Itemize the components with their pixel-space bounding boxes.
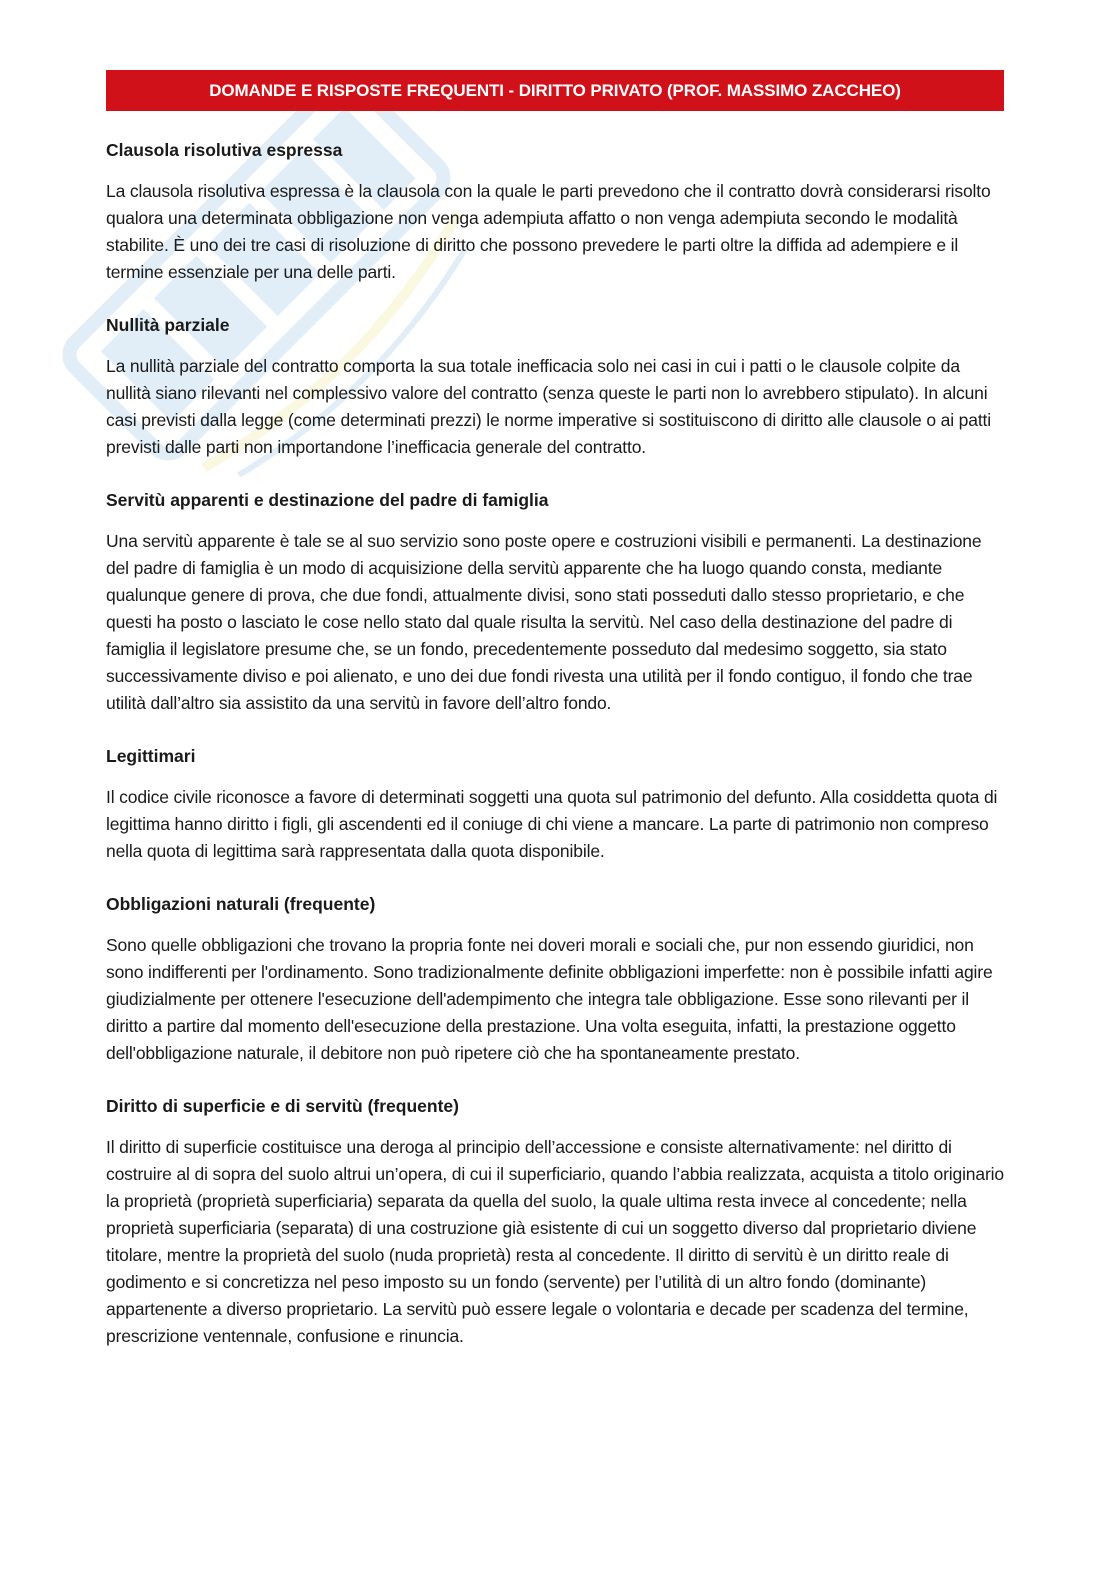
section-clausola-risolutiva	[106, 111, 1004, 286]
section-body: Il codice civile riconosce a favore di determinati soggetti una quota sul patrimonio del defunto. Alla cosiddetta quota di legittima hanno diritto i figli, gli ascendenti ed il coniuge di chi viene a mancare. La parte di patrimonio non compreso nella quota di legittima sarà rappresentata dalla quota disponibile.	[106, 787, 998, 861]
section-heading: Legittimari	[106, 746, 196, 766]
section-body: Il diritto di superficie costituisce una deroga al principio dell’accessione e consiste alternativamente: nel diritto di costruire al di sopra del suolo altrui un’opera, di cui il superficiario, quando l’abbia realizzata, acquista a titolo originario la proprietà (proprietà superficiaria) separata da quella del suolo, la quale ultima resta invece al concedente; nella proprietà superficiaria (separata) di una costruzione già esistente di cui un soggetto diverso dal proprietario diviene titolare, mentre la proprietà del suolo (nuda proprietà) resta al concedente. Il diritto di servitù è un diritto reale di godimento e si concretizza nel peso imposto su un fondo (servente) per l’utilità di un altro fondo (dominante) appartenente a diverso proprietario. La servitù può essere legale o volontaria e decade per scadenza del termine, prescrizione ventennale, confusione e rinuncia.	[106, 1137, 1004, 1346]
section-heading: Obbligazioni naturali (frequente)	[106, 894, 376, 914]
document-title-bar: DOMANDE E RISPOSTE FREQUENTI - DIRITTO PRIVATO (PROF. MASSIMO ZACCHEO)	[106, 70, 1004, 111]
section-heading: Servitù apparenti e destinazione del padre di famiglia	[106, 490, 549, 510]
section-heading: Diritto di superficie e di servitù (frequente)	[106, 1096, 459, 1116]
section-body: Sono quelle obbligazioni che trovano la propria fonte nei doveri morali e sociali che, pur non essendo giuridici, non sono indifferenti per l'ordinamento. Sono tradizionalmente definite obbligazioni imperfette: non è possibile infatti agire giudizialmente per ottenere l'esecuzione dell'adempimento che integra tale obbligazione. Esse sono rilevanti per il diritto a partire dal momento dell'esecuzione della prestazione. Una volta eseguita, infatti, la prestazione oggetto dell'obbligazione naturale, il debitore non può ripetere ciò che ha spontaneamente prestato.	[106, 935, 993, 1063]
section-diritto-superficie	[106, 1067, 1004, 1350]
section-body: La nullità parziale del contratto comporta la sua totale inefficacia solo nei casi in cui i patti o le clausole colpite da nullità siano rilevanti nel complessivo valore del contratto (senza queste le parti non lo avrebbero stipulato). In alcuni casi previsti dalla legge (come determinati prezzi) le norme imperative si sostituiscono di diritto alle clausole o ai patti previsti dalle parti non importandone l’inefficacia generale del contratto.	[106, 356, 992, 457]
section-heading: Clausola risolutiva espressa	[106, 140, 343, 160]
section-servitu-apparenti	[106, 461, 1004, 717]
section-body: Una servitù apparente è tale se al suo servizio sono poste opere e costruzioni visibili e permanenti. La destinazione del padre di famiglia è un modo di acquisizione della servitù apparente che ha luogo quando consta, mediante qualunque genere di prova, che due fondi, attualmente divisi, sono stati posseduti dallo stesso proprietario, e che questi ha posto o lasciato le cose nello stato dal quale risulta la servitù. Nel caso della destinazione del padre di famiglia il legislatore presume che, se un fondo, precedentemente posseduto dal medesimo soggetto, sia stato successivamente diviso e poi alienato, e uno dei due fondi rivesta una utilità per il fondo contiguo, il fondo che trae utilità dall’altro sia assistito da una servitù in favore dell’altro fondo.	[106, 531, 982, 713]
section-nullita-parziale	[106, 286, 1004, 461]
section-legittimari	[106, 717, 1004, 865]
section-obbligazioni-naturali	[106, 865, 1004, 1067]
section-heading: Nullità parziale	[106, 315, 230, 335]
section-body: La clausola risolutiva espressa è la clausola con la quale le parti prevedono che il contratto dovrà considerarsi risolto qualora una determinata obbligazione non venga adempiuta affatto o non venga adempiuta secondo le modalità stabilite. È uno dei tre casi di risoluzione di diritto che possono prevedere le parti oltre la diffida ad adempiere e il termine essenziale per una delle parti.	[106, 181, 991, 282]
document-page	[106, 70, 1004, 1350]
